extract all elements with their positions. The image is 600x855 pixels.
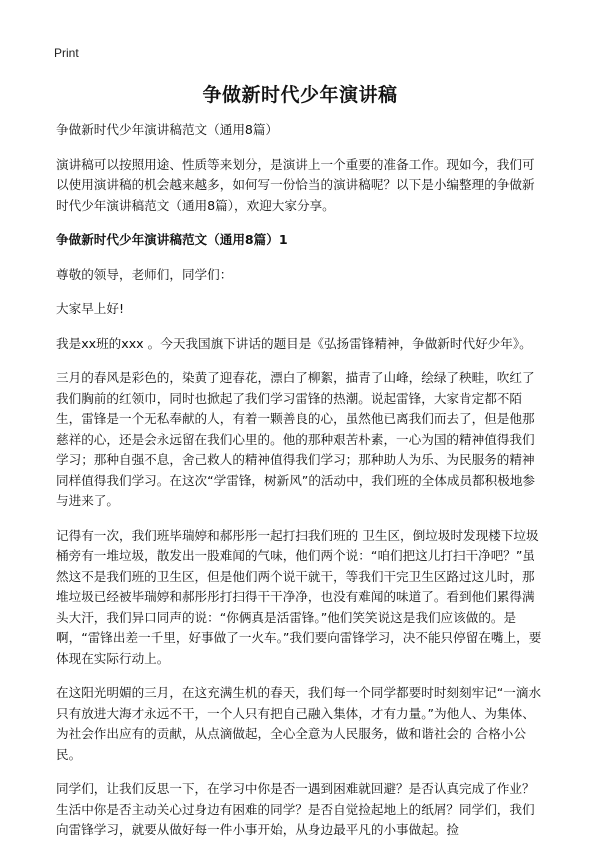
paragraph-4: 在这阳光明媚的三月，在这充满生机的春天，我们每一个同学都要时时刻刻牢记“一滴水只有放进大海才永远不干，一个人只有把自己融入集体，才有力量。”为他人、为集体、为社会作出应有的贡献，从点滴做起，全心全意为人民服务，做和谐社会的 合格小公民。 [56,685,542,762]
print-link[interactable]: Print [54,46,79,60]
greeting-paragraph: 尊敬的领导，老师们，同学们： [56,266,233,282]
document-subtitle: 争做新时代少年演讲稿范文（通用8篇） [56,122,279,137]
intro-paragraph: 演讲稿可以按照用途、性质等来划分，是演讲上一个重要的准备工作。现如今，我们可以使用演讲稿的机会越来越多，如何写一份恰当的演讲稿呢？以下是小编整理的争做新时代少年演讲稿范文（通用8篇），欢迎大家分享。 [56,156,535,213]
paragraph-5: 同学们，让我们反思一下，在学习中你是否一遇到困难就回避？是否认真完成了作业？生活中你是否主动关心过身边有困难的同学？是否自觉捡起地上的纸屑？同学们，我们向雷锋学习，就要从做好每一件小事开始，从身边最平凡的小事做起。捡 [56,781,535,837]
document-body [56,120,542,855]
paragraph-1: 我是xx班的xxx 。今天我国旗下讲话的题目是《弘扬雷锋精神，争做新时代好少年》。 [56,335,532,351]
paragraph-3: 记得有一次，我们班毕瑞婷和郝彤彤一起打扫我们班的 卫生区，倒垃圾时发现楼下垃圾桶旁有一堆垃圾，散发出一股难闻的气味，他们两个说：“咱们把这儿打扫干净吧？”虽然这不是我们班的卫生区，但是他们两个说干就干，等我们干完卫生区路过这儿时，那堆垃圾已经被毕瑞婷和郝彤彤打扫得干干净净，也没有难闻的味道了。看到他们累得满头大汗，我们异口同声的说：“你俩真是活雷锋。”他们笑笑说这是我们应该做的。是啊，“雷锋出差一千里，好事做了一火车。”我们要向雷锋学习，决不能只停留在嘴上，要体现在实际行动上。 [56,527,542,666]
section-heading: 争做新时代少年演讲稿范文（通用8篇）1 [56,232,288,247]
paragraph-2: 三月的春风是彩色的，染黄了迎春花，漂白了柳絮，描青了山峰，绘绿了秧畦，吹红了我们胸前的红领巾，同时也掀起了我们学习雷锋的热潮。说起雷锋，大家肯定都不陌生，雷锋是一个无私奉献的人，有着一颗善良的心，虽然他已离我们而去了，但是他那慈祥的心，还是会永远留在我们心里的。他的那种艰苦朴素，一心为国的精神值得我们学习；那种自强不息，舍己救人的精神值得我们学习；那种助人为乐、为民服务的精神同样值得我们学习。在这次“学雷锋，树新风”的活动中，我们班的全体成员都积极地参与进来了。 [56,370,536,508]
morning-paragraph: 大家早上好! [56,301,125,316]
document-title: 争做新时代少年演讲稿 [202,84,398,106]
